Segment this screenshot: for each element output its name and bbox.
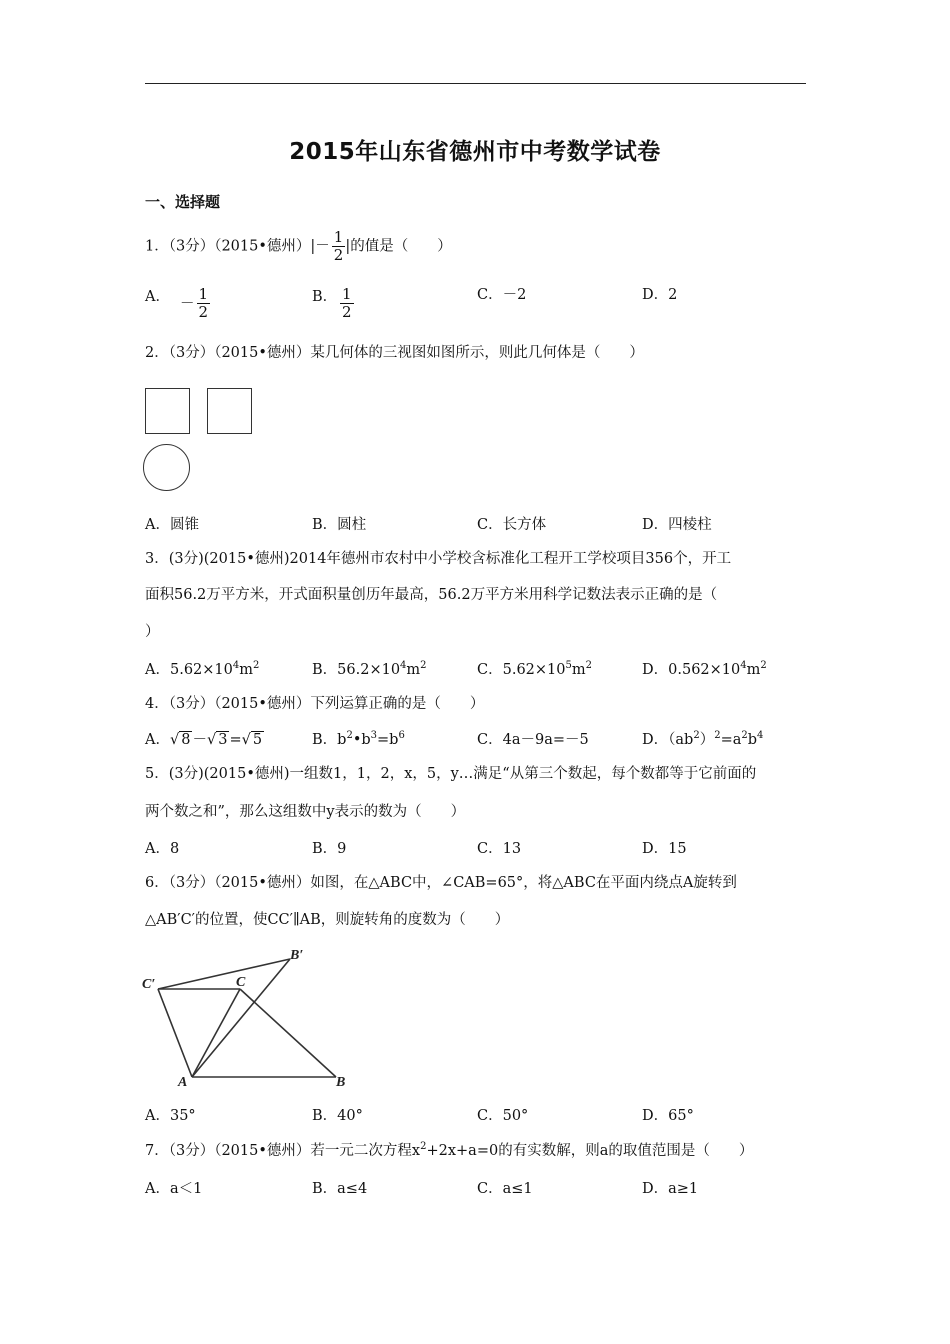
q6-option-a: A．35° [145, 1108, 196, 1124]
q4-option-b-exp-2: 3 [370, 730, 378, 741]
q4-option-b-mid: •b [352, 732, 371, 748]
q4-option-b-exp-1: 2 [346, 730, 353, 741]
question-6-line-1: 6．（3分）（2015•德州）如图，在△ABC中，∠CAB=65°，将△ABC在平面内绕点A旋转到 [145, 875, 737, 891]
q4-option-d-exp-1: 2 [693, 730, 700, 741]
q4-option-d-label: D．（ab [642, 732, 694, 748]
q7-option-c: C．a≤1 [477, 1181, 533, 1197]
label-b: B [336, 1075, 346, 1090]
question-5-line-2: 两个数之和”，那么这组数中y表示的数为（ ） [145, 804, 466, 820]
q2-option-d: D．四棱柱 [642, 517, 712, 533]
q3-option-b-base: 56.2×10 [337, 662, 401, 678]
q3-option-a [145, 659, 259, 681]
label-a: A [178, 1075, 188, 1090]
q1-option-a [145, 286, 170, 308]
segment-c-prime-a [158, 989, 192, 1077]
q1-option-c: C．－2 [477, 287, 527, 303]
q4-option-d-exp-4: 4 [757, 730, 764, 741]
side-view-square [207, 388, 252, 434]
q4-option-d-exp-3: 2 [741, 730, 748, 741]
header-rule [145, 83, 806, 84]
q4-option-b-exp-3: 6 [398, 730, 405, 741]
q4-option-a-label: A． [145, 732, 170, 748]
q7-prefix: 7．（3分）（2015•德州）若一元二次方程x [145, 1143, 421, 1159]
label-c-prime: C′ [142, 977, 156, 992]
q1-option-a-fraction [197, 286, 211, 321]
q6-option-c: C．50° [477, 1108, 529, 1124]
q7-option-b: B．a≤4 [312, 1181, 368, 1197]
q3-option-d-unit: m [746, 662, 761, 678]
question-2: 2．（3分）（2015•德州）某几何体的三视图如图所示，则此几何体是（ ） [145, 345, 644, 361]
q3-option-b-exp: 4 [400, 660, 407, 671]
q2-option-a: A．圆锥 [145, 517, 199, 533]
q3-option-d-unit-exp: 2 [760, 660, 767, 671]
q4-option-d-equals: =a [720, 732, 742, 748]
q3-option-d [642, 659, 767, 681]
question-3-line-1: 3．(3分)(2015•德州)2014年德州市农村中小学校含标准化工程开工学校项目356个，开工 [145, 551, 732, 567]
q5-option-d: D．15 [642, 841, 687, 857]
q1-option-a-num: 1 [198, 285, 209, 303]
page-title: 2015年山东省德州市中考数学试卷 [289, 139, 661, 165]
q1-option-b-label: B． [312, 289, 338, 305]
q3-option-c-exp: 5 [565, 660, 572, 671]
radicand-5: 5 [252, 732, 263, 748]
q3-option-c [477, 659, 592, 681]
q1-option-a-minus: － [180, 295, 195, 312]
q3-option-b-label: B． [312, 662, 338, 678]
q5-option-a: A．8 [145, 841, 180, 857]
question-7 [145, 1133, 807, 1170]
segment-c-prime-b-prime [158, 959, 290, 989]
segment-c-b [240, 989, 336, 1077]
q1-option-b-num: 1 [342, 285, 352, 303]
q5-option-b: B．9 [312, 841, 347, 857]
question-6-line-2: △AB′C′的位置，使CC′∥AB，则旋转角的度数为（ ） [145, 912, 510, 928]
q1-option-b [312, 286, 337, 308]
q4-option-d-exp-2: 2 [714, 730, 721, 741]
q4-option-b-equals: =b [377, 732, 399, 748]
label-c: C [236, 975, 246, 990]
q3-option-d-label: D． [642, 662, 669, 678]
segment-a-c [192, 989, 240, 1077]
rotation-triangle-figure [140, 944, 360, 1090]
q2-option-b: B．圆柱 [312, 517, 367, 533]
q4-option-b [312, 729, 405, 751]
front-view-square [145, 388, 190, 434]
q6-option-b: B．40° [312, 1108, 363, 1124]
radicand-3: 3 [218, 732, 228, 748]
q4-option-a-minus: － [192, 732, 207, 748]
q2-option-c: C．长方体 [477, 517, 547, 533]
q3-option-c-label: C． [477, 662, 503, 678]
q3-option-b [312, 659, 427, 681]
q3-option-a-unit: m [239, 662, 253, 678]
q4-option-c: C．4a－9a=－5 [477, 732, 589, 748]
q7-exponent: 2 [420, 1141, 427, 1152]
q3-option-c-base: 5.62×10 [502, 662, 566, 678]
q1-denominator: 2 [333, 246, 344, 264]
q1-option-d: D．2 [642, 287, 678, 303]
q1-prefix: 1．（3分）（2015•德州）| [145, 238, 316, 255]
q4-option-a-equals: = [229, 732, 242, 748]
q1-suffix: |的值是（ ） [345, 238, 452, 255]
q5-option-c: C．13 [477, 841, 522, 857]
q1-minus: － [315, 238, 330, 254]
q3-option-d-base: 0.562×10 [668, 662, 741, 678]
q3-option-c-unit-exp: 2 [585, 660, 592, 671]
sqrt-3: √ 3 [206, 732, 228, 748]
top-view-circle [143, 444, 190, 491]
q1-option-b-den: 2 [342, 303, 352, 321]
q7-option-d: D．a≥1 [642, 1181, 699, 1197]
question-1 [145, 228, 807, 266]
q1-option-b-value [340, 286, 354, 321]
label-b-prime: B′ [290, 948, 304, 963]
q3-option-c-unit: m [571, 662, 586, 678]
q1-option-a-value [180, 286, 210, 321]
q6-option-d: D．65° [642, 1108, 694, 1124]
q7-suffix: +2x+a=0的有实数解，则a的取值范围是（ ） [426, 1143, 754, 1159]
q7-option-a: A．a＜1 [145, 1181, 203, 1197]
q4-option-b-label: B．b [312, 732, 347, 748]
q1-numerator: 1 [333, 228, 344, 246]
question-4: 4．（3分）（2015•德州）下列运算正确的是（ ） [145, 696, 485, 712]
q1-option-a-den: 2 [198, 303, 209, 321]
q3-option-a-exp: 4 [232, 660, 240, 671]
q3-option-a-label: A． [145, 662, 170, 678]
q3-option-a-unit-exp: 2 [253, 660, 260, 671]
q1-option-a-label: A． [145, 289, 170, 305]
sqrt-5: √ 5 [241, 732, 263, 748]
q4-option-d-mid: ） [699, 732, 715, 748]
question-3-line-2: 面积56.2万平方米，开式面积量创历年最高，56.2万平方米用科学记数法表示正确的是（ [145, 587, 718, 603]
q4-option-a [145, 729, 264, 751]
section-heading: 一、选择题 [145, 193, 221, 211]
q3-option-d-exp: 4 [740, 660, 747, 671]
q1-fraction [332, 229, 346, 264]
q1-option-b-fraction [340, 286, 354, 321]
radicand-8: 8 [181, 732, 191, 748]
q4-option-d-b: b [747, 732, 758, 748]
q3-option-b-unit-exp: 2 [420, 660, 427, 671]
q3-option-b-unit: m [406, 662, 421, 678]
question-3-line-3: ） [145, 624, 160, 640]
question-5-line-1: 5．(3分)(2015•德州)一组数1，1，2，x，5，y…满足“从第三个数起，每个数都等于它前面的 [145, 766, 757, 782]
sqrt-8: √ 8 [169, 732, 191, 748]
q4-option-d [642, 729, 763, 751]
q3-option-a-base: 5.62×10 [169, 662, 233, 678]
